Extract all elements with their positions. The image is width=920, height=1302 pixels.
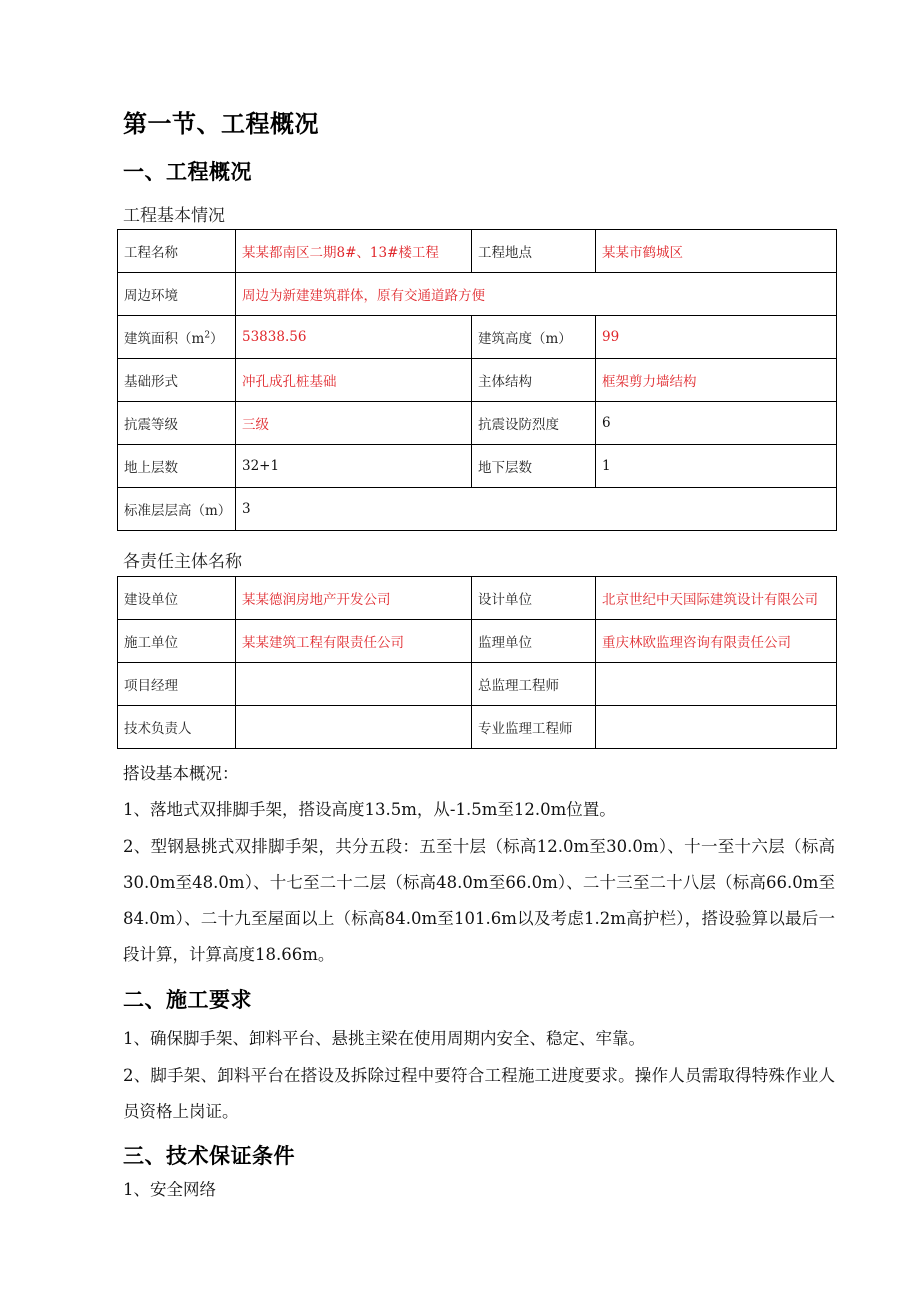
specialist-value: [596, 706, 837, 749]
tech-lead-label: 技术负责人: [118, 706, 236, 749]
contractor-value: 某某建筑工程有限责任公司: [236, 620, 472, 663]
height-label: 建筑高度（m）: [472, 316, 596, 359]
builder-label: 建设单位: [118, 577, 236, 620]
intensity-value: 6: [596, 402, 837, 445]
erection-caption: 搭设基本概况：: [123, 764, 239, 783]
builder-value: 某某德润房地产开发公司: [236, 577, 472, 620]
supervisor-value: 重庆林欧监理咨询有限责任公司: [596, 620, 837, 663]
table-row: [118, 273, 837, 316]
table-row: [118, 230, 837, 273]
seismic-grade-label: 抗震等级: [118, 402, 236, 445]
seismic-grade-value: 三级: [236, 402, 472, 445]
heading-construction-requirements: 二、施工要求: [123, 988, 252, 1012]
heading-technical-assurance: 三、技术保证条件: [123, 1144, 295, 1168]
project-name-value: 某某都南区二期8#、13#楼工程: [236, 230, 472, 273]
tech-lead-value: [236, 706, 472, 749]
environment-value: 周边为新建建筑群体，原有交通道路方便: [236, 273, 837, 316]
table1-caption: 工程基本情况: [123, 206, 225, 226]
requirement-item-2: 2、脚手架、卸料平台在搭设及拆除过程中要符合工程施工进度要求。操作人员需取得特殊作业人员资格上岗证。: [123, 1066, 835, 1121]
contractor-label: 施工单位: [118, 620, 236, 663]
specialist-label: 专业监理工程师: [472, 706, 596, 749]
area-label-close: ）: [210, 331, 224, 347]
structure-label: 主体结构: [472, 359, 596, 402]
area-label-superscript: 2: [204, 330, 211, 341]
table-row: [118, 706, 837, 749]
location-value: 某某市鹤城区: [596, 230, 837, 273]
table-row: [118, 359, 837, 402]
floors-above-label: 地上层数: [118, 445, 236, 488]
heading-project-overview: 一、工程概况: [123, 160, 252, 184]
table2-caption: 各责任主体名称: [123, 552, 242, 572]
parties-table: [117, 576, 837, 749]
floors-below-value: 1: [596, 445, 837, 488]
chief-engineer-value: [596, 663, 837, 706]
foundation-label: 基础形式: [118, 359, 236, 402]
table-row: [118, 488, 837, 531]
height-value: 99: [596, 316, 837, 359]
project-name-label: 工程名称: [118, 230, 236, 273]
floor-height-label: 标准层层高（m）: [118, 488, 236, 531]
environment-label: 周边环境: [118, 273, 236, 316]
floor-height-value: 3: [236, 488, 837, 531]
chief-engineer-label: 总监理工程师: [472, 663, 596, 706]
erection-item-1: 1、落地式双排脚手架，搭设高度13.5m，从-1.5m至12.0m位置。: [123, 800, 616, 819]
floors-above-value: 32+1: [236, 445, 472, 488]
area-value: 53838.56: [236, 316, 472, 359]
table-row: [118, 445, 837, 488]
erection-item-2: 2、型钢悬挑式双排脚手架，共分五段：五至十层（标高12.0m至30.0m）、十一至十六层（标高30.0m至48.0m）、十七至二十二层（标高48.0m至66.0m）、二十三至二十八层（标高66.0m至84.0m）、二十九至屋面以上（标高84.0m至101.6m以及考虑1.2m高护栏），搭设验算以最后一段计算，计算高度18.66m。: [123, 837, 835, 964]
area-label-text: 建筑面积（m: [124, 331, 205, 347]
pm-value: [236, 663, 472, 706]
tech-item-1: 1、安全网络: [123, 1180, 216, 1199]
pm-label: 项目经理: [118, 663, 236, 706]
table-row: [118, 316, 837, 359]
basic-info-table: [117, 229, 837, 531]
area-label: [118, 316, 236, 359]
intensity-label: 抗震设防烈度: [472, 402, 596, 445]
table-row: [118, 663, 837, 706]
table-row: [118, 402, 837, 445]
designer-value: 北京世纪中天国际建筑设计有限公司: [596, 577, 837, 620]
requirement-item-1: 1、确保脚手架、卸料平台、悬挑主梁在使用周期内安全、稳定、牢靠。: [123, 1029, 645, 1048]
table-row: [118, 620, 837, 663]
designer-label: 设计单位: [472, 577, 596, 620]
floors-below-label: 地下层数: [472, 445, 596, 488]
supervisor-label: 监理单位: [472, 620, 596, 663]
foundation-value: 冲孔成孔桩基础: [236, 359, 472, 402]
section-title: 第一节、工程概况: [123, 110, 319, 138]
table-row: [118, 577, 837, 620]
structure-value: 框架剪力墙结构: [596, 359, 837, 402]
location-label: 工程地点: [472, 230, 596, 273]
